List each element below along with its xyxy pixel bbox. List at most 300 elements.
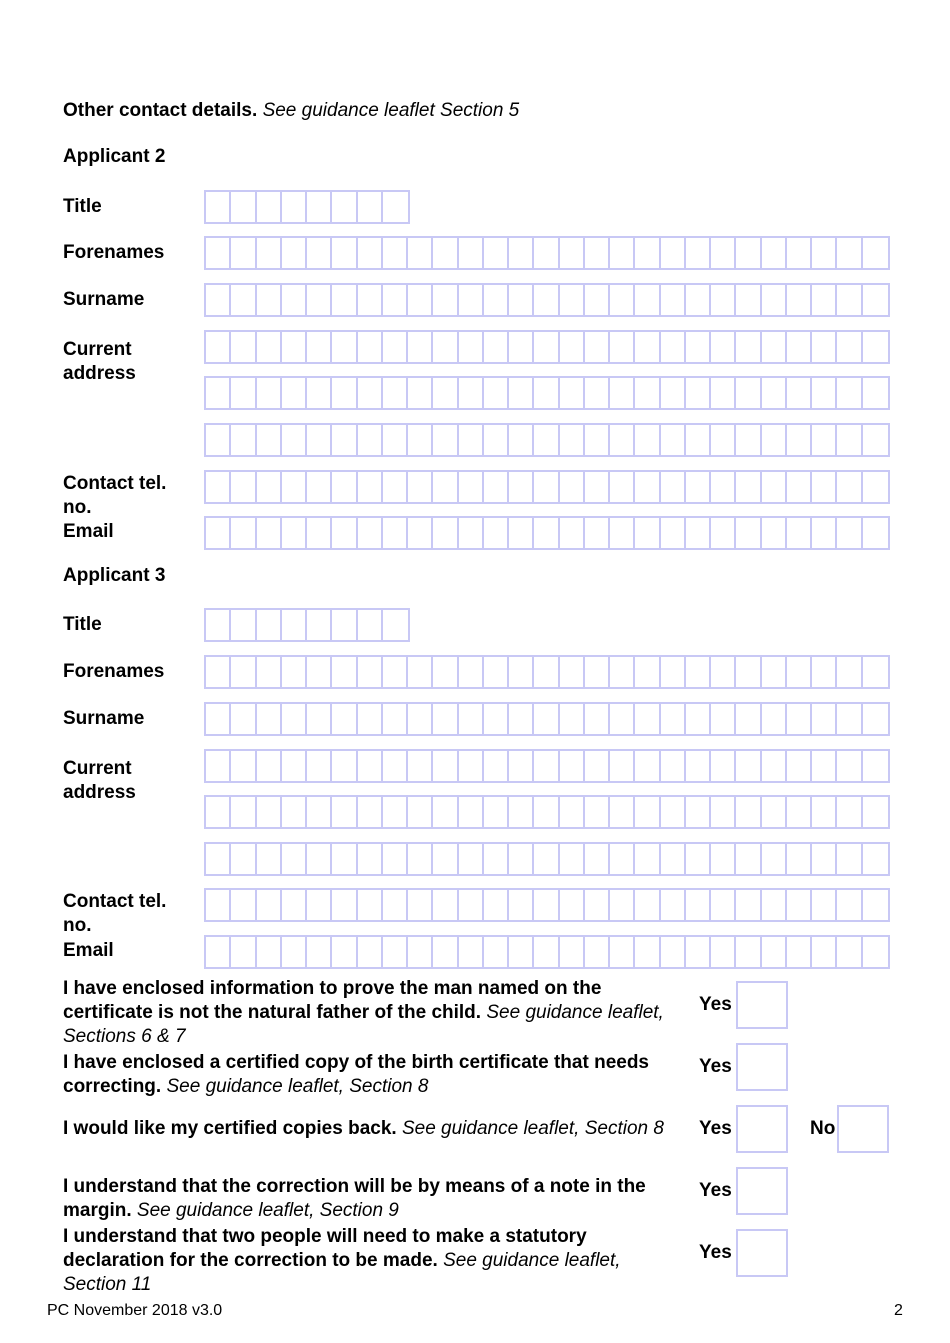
- character-box[interactable]: [231, 285, 256, 315]
- applicant3-title-boxes[interactable]: [204, 608, 410, 642]
- character-box[interactable]: [837, 518, 862, 548]
- character-box[interactable]: [585, 657, 610, 687]
- character-box[interactable]: [206, 797, 231, 827]
- character-box[interactable]: [383, 192, 408, 222]
- character-box[interactable]: [837, 797, 862, 827]
- character-box[interactable]: [383, 704, 408, 734]
- character-box[interactable]: [459, 797, 484, 827]
- character-box[interactable]: [231, 610, 256, 640]
- character-box[interactable]: [282, 472, 307, 502]
- character-box[interactable]: [736, 704, 761, 734]
- character-box[interactable]: [282, 610, 307, 640]
- character-box[interactable]: [787, 704, 812, 734]
- character-box[interactable]: [408, 657, 433, 687]
- character-box[interactable]: [358, 751, 383, 781]
- character-box[interactable]: [686, 332, 711, 362]
- character-box[interactable]: [787, 518, 812, 548]
- character-box[interactable]: [408, 332, 433, 362]
- character-box[interactable]: [509, 890, 534, 920]
- character-box[interactable]: [610, 890, 635, 920]
- character-box[interactable]: [610, 332, 635, 362]
- character-box[interactable]: [307, 704, 332, 734]
- character-box[interactable]: [635, 332, 660, 362]
- character-box[interactable]: [560, 657, 585, 687]
- character-box[interactable]: [560, 425, 585, 455]
- character-box[interactable]: [358, 657, 383, 687]
- character-box[interactable]: [711, 518, 736, 548]
- character-box[interactable]: [231, 657, 256, 687]
- character-box[interactable]: [433, 518, 458, 548]
- character-box[interactable]: [661, 378, 686, 408]
- character-box[interactable]: [787, 332, 812, 362]
- character-box[interactable]: [812, 937, 837, 967]
- character-box[interactable]: [534, 285, 559, 315]
- character-box[interactable]: [231, 797, 256, 827]
- character-box[interactable]: [610, 518, 635, 548]
- character-box[interactable]: [509, 378, 534, 408]
- character-box[interactable]: [307, 518, 332, 548]
- character-box[interactable]: [282, 238, 307, 268]
- character-box[interactable]: [383, 472, 408, 502]
- character-box[interactable]: [408, 844, 433, 874]
- character-box[interactable]: [383, 238, 408, 268]
- character-box[interactable]: [206, 472, 231, 502]
- character-box[interactable]: [863, 657, 888, 687]
- character-box[interactable]: [282, 378, 307, 408]
- character-box[interactable]: [711, 657, 736, 687]
- character-box[interactable]: [534, 937, 559, 967]
- character-box[interactable]: [812, 518, 837, 548]
- character-box[interactable]: [635, 238, 660, 268]
- character-box[interactable]: [610, 425, 635, 455]
- character-box[interactable]: [711, 332, 736, 362]
- character-box[interactable]: [282, 192, 307, 222]
- character-box[interactable]: [863, 751, 888, 781]
- character-box[interactable]: [863, 285, 888, 315]
- character-box[interactable]: [459, 704, 484, 734]
- character-box[interactable]: [837, 657, 862, 687]
- character-box[interactable]: [711, 238, 736, 268]
- applicant2-address-boxes-2[interactable]: [204, 376, 890, 410]
- character-box[interactable]: [736, 332, 761, 362]
- character-box[interactable]: [837, 285, 862, 315]
- character-box[interactable]: [736, 378, 761, 408]
- character-box[interactable]: [509, 704, 534, 734]
- character-box[interactable]: [560, 238, 585, 268]
- character-box[interactable]: [433, 704, 458, 734]
- character-box[interactable]: [484, 751, 509, 781]
- character-box[interactable]: [736, 890, 761, 920]
- character-box[interactable]: [332, 472, 357, 502]
- character-box[interactable]: [560, 751, 585, 781]
- character-box[interactable]: [534, 751, 559, 781]
- character-box[interactable]: [332, 657, 357, 687]
- declaration-1-yes-checkbox[interactable]: [736, 981, 788, 1029]
- character-box[interactable]: [282, 518, 307, 548]
- character-box[interactable]: [534, 518, 559, 548]
- character-box[interactable]: [812, 657, 837, 687]
- applicant3-surname-boxes[interactable]: [204, 702, 890, 736]
- character-box[interactable]: [206, 192, 231, 222]
- character-box[interactable]: [686, 378, 711, 408]
- character-box[interactable]: [484, 657, 509, 687]
- character-box[interactable]: [762, 472, 787, 502]
- character-box[interactable]: [863, 472, 888, 502]
- declaration-3-yes-checkbox[interactable]: [736, 1105, 788, 1153]
- character-box[interactable]: [257, 472, 282, 502]
- character-box[interactable]: [837, 751, 862, 781]
- character-box[interactable]: [711, 425, 736, 455]
- character-box[interactable]: [762, 518, 787, 548]
- character-box[interactable]: [307, 610, 332, 640]
- character-box[interactable]: [837, 378, 862, 408]
- character-box[interactable]: [408, 890, 433, 920]
- character-box[interactable]: [585, 238, 610, 268]
- character-box[interactable]: [383, 332, 408, 362]
- character-box[interactable]: [307, 797, 332, 827]
- character-box[interactable]: [459, 378, 484, 408]
- character-box[interactable]: [332, 378, 357, 408]
- character-box[interactable]: [635, 844, 660, 874]
- character-box[interactable]: [560, 890, 585, 920]
- character-box[interactable]: [383, 937, 408, 967]
- character-box[interactable]: [560, 937, 585, 967]
- character-box[interactable]: [863, 518, 888, 548]
- character-box[interactable]: [661, 704, 686, 734]
- character-box[interactable]: [661, 518, 686, 548]
- character-box[interactable]: [686, 285, 711, 315]
- character-box[interactable]: [635, 937, 660, 967]
- character-box[interactable]: [231, 472, 256, 502]
- character-box[interactable]: [711, 890, 736, 920]
- character-box[interactable]: [736, 797, 761, 827]
- character-box[interactable]: [585, 472, 610, 502]
- character-box[interactable]: [231, 704, 256, 734]
- character-box[interactable]: [585, 937, 610, 967]
- character-box[interactable]: [661, 890, 686, 920]
- character-box[interactable]: [433, 332, 458, 362]
- character-box[interactable]: [711, 704, 736, 734]
- character-box[interactable]: [307, 937, 332, 967]
- character-box[interactable]: [635, 518, 660, 548]
- character-box[interactable]: [762, 937, 787, 967]
- character-box[interactable]: [433, 425, 458, 455]
- character-box[interactable]: [358, 425, 383, 455]
- character-box[interactable]: [257, 751, 282, 781]
- character-box[interactable]: [433, 844, 458, 874]
- character-box[interactable]: [736, 425, 761, 455]
- character-box[interactable]: [332, 844, 357, 874]
- character-box[interactable]: [585, 890, 610, 920]
- character-box[interactable]: [686, 238, 711, 268]
- character-box[interactable]: [484, 704, 509, 734]
- character-box[interactable]: [762, 704, 787, 734]
- character-box[interactable]: [837, 425, 862, 455]
- character-box[interactable]: [459, 332, 484, 362]
- character-box[interactable]: [307, 751, 332, 781]
- character-box[interactable]: [711, 937, 736, 967]
- character-box[interactable]: [787, 937, 812, 967]
- character-box[interactable]: [635, 890, 660, 920]
- character-box[interactable]: [433, 657, 458, 687]
- character-box[interactable]: [231, 238, 256, 268]
- character-box[interactable]: [257, 937, 282, 967]
- character-box[interactable]: [257, 890, 282, 920]
- character-box[interactable]: [863, 332, 888, 362]
- character-box[interactable]: [812, 472, 837, 502]
- character-box[interactable]: [661, 797, 686, 827]
- character-box[interactable]: [206, 238, 231, 268]
- character-box[interactable]: [282, 332, 307, 362]
- character-box[interactable]: [383, 797, 408, 827]
- character-box[interactable]: [257, 332, 282, 362]
- character-box[interactable]: [661, 751, 686, 781]
- character-box[interactable]: [787, 797, 812, 827]
- character-box[interactable]: [686, 797, 711, 827]
- character-box[interactable]: [332, 890, 357, 920]
- character-box[interactable]: [383, 657, 408, 687]
- character-box[interactable]: [231, 518, 256, 548]
- character-box[interactable]: [787, 890, 812, 920]
- character-box[interactable]: [231, 937, 256, 967]
- character-box[interactable]: [433, 285, 458, 315]
- character-box[interactable]: [408, 285, 433, 315]
- character-box[interactable]: [307, 238, 332, 268]
- applicant3-email-boxes[interactable]: [204, 935, 890, 969]
- character-box[interactable]: [787, 425, 812, 455]
- character-box[interactable]: [509, 238, 534, 268]
- declaration-2-yes-checkbox[interactable]: [736, 1043, 788, 1091]
- character-box[interactable]: [358, 797, 383, 827]
- character-box[interactable]: [736, 937, 761, 967]
- character-box[interactable]: [686, 844, 711, 874]
- character-box[interactable]: [257, 844, 282, 874]
- character-box[interactable]: [408, 238, 433, 268]
- character-box[interactable]: [560, 472, 585, 502]
- character-box[interactable]: [635, 472, 660, 502]
- character-box[interactable]: [282, 704, 307, 734]
- character-box[interactable]: [383, 751, 408, 781]
- applicant3-tel-boxes[interactable]: [204, 888, 890, 922]
- character-box[interactable]: [206, 285, 231, 315]
- character-box[interactable]: [686, 890, 711, 920]
- character-box[interactable]: [585, 378, 610, 408]
- character-box[interactable]: [787, 238, 812, 268]
- character-box[interactable]: [332, 797, 357, 827]
- character-box[interactable]: [307, 844, 332, 874]
- character-box[interactable]: [863, 425, 888, 455]
- character-box[interactable]: [812, 751, 837, 781]
- character-box[interactable]: [560, 332, 585, 362]
- character-box[interactable]: [863, 378, 888, 408]
- character-box[interactable]: [686, 518, 711, 548]
- character-box[interactable]: [686, 425, 711, 455]
- character-box[interactable]: [332, 518, 357, 548]
- character-box[interactable]: [307, 332, 332, 362]
- character-box[interactable]: [383, 518, 408, 548]
- character-box[interactable]: [383, 844, 408, 874]
- character-box[interactable]: [231, 378, 256, 408]
- character-box[interactable]: [534, 704, 559, 734]
- character-box[interactable]: [534, 378, 559, 408]
- character-box[interactable]: [484, 518, 509, 548]
- character-box[interactable]: [257, 797, 282, 827]
- character-box[interactable]: [711, 472, 736, 502]
- character-box[interactable]: [408, 378, 433, 408]
- character-box[interactable]: [509, 285, 534, 315]
- character-box[interactable]: [206, 844, 231, 874]
- character-box[interactable]: [332, 937, 357, 967]
- character-box[interactable]: [661, 332, 686, 362]
- character-box[interactable]: [459, 890, 484, 920]
- character-box[interactable]: [358, 610, 383, 640]
- character-box[interactable]: [509, 751, 534, 781]
- character-box[interactable]: [307, 425, 332, 455]
- character-box[interactable]: [736, 518, 761, 548]
- character-box[interactable]: [585, 704, 610, 734]
- character-box[interactable]: [661, 285, 686, 315]
- character-box[interactable]: [206, 378, 231, 408]
- declaration-5-yes-checkbox[interactable]: [736, 1229, 788, 1277]
- character-box[interactable]: [610, 285, 635, 315]
- character-box[interactable]: [257, 285, 282, 315]
- character-box[interactable]: [509, 797, 534, 827]
- character-box[interactable]: [635, 285, 660, 315]
- character-box[interactable]: [358, 937, 383, 967]
- character-box[interactable]: [560, 797, 585, 827]
- character-box[interactable]: [534, 472, 559, 502]
- character-box[interactable]: [736, 751, 761, 781]
- character-box[interactable]: [358, 285, 383, 315]
- applicant3-address-boxes-3[interactable]: [204, 842, 890, 876]
- character-box[interactable]: [661, 844, 686, 874]
- character-box[interactable]: [206, 610, 231, 640]
- character-box[interactable]: [787, 844, 812, 874]
- character-box[interactable]: [509, 937, 534, 967]
- character-box[interactable]: [686, 751, 711, 781]
- character-box[interactable]: [837, 704, 862, 734]
- character-box[interactable]: [610, 937, 635, 967]
- character-box[interactable]: [282, 751, 307, 781]
- character-box[interactable]: [661, 238, 686, 268]
- character-box[interactable]: [307, 890, 332, 920]
- character-box[interactable]: [332, 425, 357, 455]
- character-box[interactable]: [863, 844, 888, 874]
- character-box[interactable]: [257, 192, 282, 222]
- character-box[interactable]: [257, 610, 282, 640]
- character-box[interactable]: [837, 844, 862, 874]
- character-box[interactable]: [661, 425, 686, 455]
- applicant3-address-boxes-1[interactable]: [204, 749, 890, 783]
- character-box[interactable]: [762, 285, 787, 315]
- character-box[interactable]: [459, 472, 484, 502]
- character-box[interactable]: [585, 844, 610, 874]
- character-box[interactable]: [635, 657, 660, 687]
- character-box[interactable]: [459, 937, 484, 967]
- character-box[interactable]: [282, 425, 307, 455]
- character-box[interactable]: [585, 332, 610, 362]
- character-box[interactable]: [762, 751, 787, 781]
- character-box[interactable]: [610, 657, 635, 687]
- character-box[interactable]: [484, 332, 509, 362]
- character-box[interactable]: [433, 751, 458, 781]
- character-box[interactable]: [812, 425, 837, 455]
- character-box[interactable]: [358, 238, 383, 268]
- character-box[interactable]: [736, 238, 761, 268]
- applicant2-title-boxes[interactable]: [204, 190, 410, 224]
- character-box[interactable]: [585, 425, 610, 455]
- character-box[interactable]: [206, 751, 231, 781]
- character-box[interactable]: [484, 378, 509, 408]
- applicant2-email-boxes[interactable]: [204, 516, 890, 550]
- character-box[interactable]: [534, 844, 559, 874]
- character-box[interactable]: [509, 425, 534, 455]
- character-box[interactable]: [332, 704, 357, 734]
- character-box[interactable]: [282, 844, 307, 874]
- character-box[interactable]: [408, 751, 433, 781]
- character-box[interactable]: [408, 704, 433, 734]
- character-box[interactable]: [307, 378, 332, 408]
- character-box[interactable]: [358, 378, 383, 408]
- character-box[interactable]: [459, 425, 484, 455]
- character-box[interactable]: [837, 238, 862, 268]
- character-box[interactable]: [812, 704, 837, 734]
- character-box[interactable]: [257, 378, 282, 408]
- character-box[interactable]: [358, 472, 383, 502]
- character-box[interactable]: [206, 425, 231, 455]
- character-box[interactable]: [534, 797, 559, 827]
- character-box[interactable]: [383, 285, 408, 315]
- character-box[interactable]: [408, 797, 433, 827]
- character-box[interactable]: [686, 937, 711, 967]
- character-box[interactable]: [635, 704, 660, 734]
- character-box[interactable]: [736, 472, 761, 502]
- character-box[interactable]: [635, 425, 660, 455]
- character-box[interactable]: [534, 890, 559, 920]
- character-box[interactable]: [711, 797, 736, 827]
- character-box[interactable]: [383, 890, 408, 920]
- character-box[interactable]: [459, 657, 484, 687]
- declaration-3-no-checkbox[interactable]: [837, 1105, 889, 1153]
- declaration-4-yes-checkbox[interactable]: [736, 1167, 788, 1215]
- character-box[interactable]: [484, 285, 509, 315]
- character-box[interactable]: [484, 472, 509, 502]
- character-box[interactable]: [433, 472, 458, 502]
- character-box[interactable]: [686, 657, 711, 687]
- character-box[interactable]: [459, 751, 484, 781]
- character-box[interactable]: [812, 797, 837, 827]
- character-box[interactable]: [837, 890, 862, 920]
- character-box[interactable]: [635, 797, 660, 827]
- character-box[interactable]: [812, 844, 837, 874]
- character-box[interactable]: [257, 425, 282, 455]
- character-box[interactable]: [762, 890, 787, 920]
- character-box[interactable]: [585, 797, 610, 827]
- character-box[interactable]: [332, 238, 357, 268]
- character-box[interactable]: [610, 844, 635, 874]
- character-box[interactable]: [711, 285, 736, 315]
- character-box[interactable]: [257, 518, 282, 548]
- character-box[interactable]: [332, 285, 357, 315]
- character-box[interactable]: [812, 285, 837, 315]
- applicant2-address-boxes-1[interactable]: [204, 330, 890, 364]
- character-box[interactable]: [332, 751, 357, 781]
- character-box[interactable]: [812, 890, 837, 920]
- character-box[interactable]: [257, 704, 282, 734]
- character-box[interactable]: [206, 704, 231, 734]
- character-box[interactable]: [610, 238, 635, 268]
- character-box[interactable]: [282, 937, 307, 967]
